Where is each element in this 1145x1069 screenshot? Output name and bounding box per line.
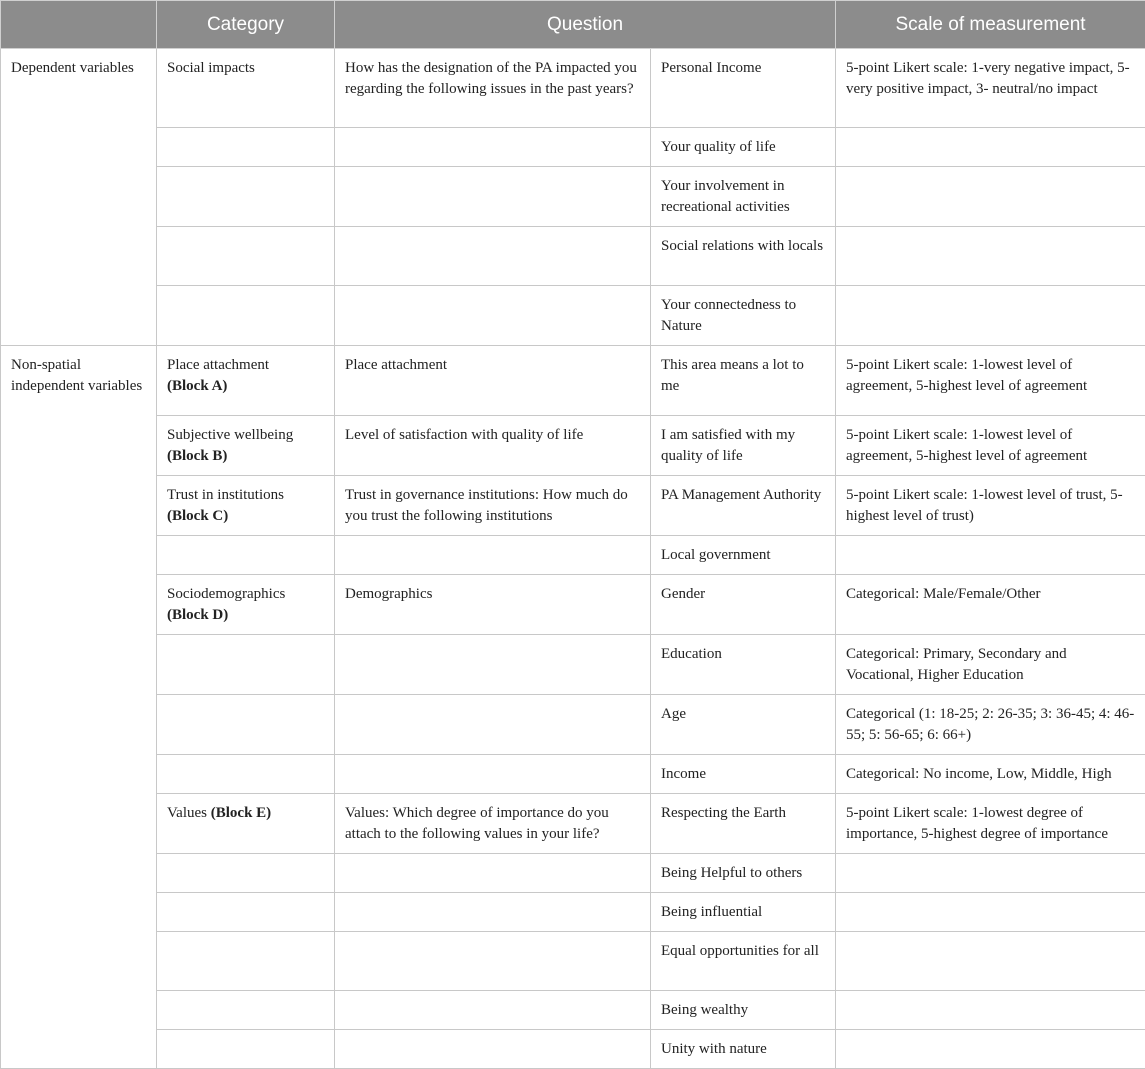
question-cell xyxy=(335,854,651,893)
category-name: Social impacts xyxy=(167,60,255,76)
table-row xyxy=(1,128,1145,167)
scale-cell: Categorical: Male/Female/Other xyxy=(836,575,1145,635)
scale-cell xyxy=(836,932,1145,991)
scale-cell xyxy=(836,893,1145,932)
scale-cell xyxy=(836,854,1145,893)
item-cell: Equal opportunities for all xyxy=(651,932,836,991)
question-cell xyxy=(335,128,651,167)
table-row xyxy=(1,575,1145,635)
item-cell: Being influential xyxy=(651,893,836,932)
item-cell: Your connectedness to Nature xyxy=(651,286,836,346)
item-cell: Social relations with locals xyxy=(651,227,836,286)
item-cell: Being Helpful to others xyxy=(651,854,836,893)
question-cell: Values: Which degree of importance do you attach to the following values in your life? xyxy=(335,794,651,854)
scale-cell: 5-point Likert scale: 1-very negative impact, 5- very positive impact, 3- neutral/no impact xyxy=(836,49,1145,128)
item-cell: Being wealthy xyxy=(651,991,836,1030)
question-cell xyxy=(335,932,651,991)
table-row xyxy=(1,536,1145,575)
item-cell: Personal Income xyxy=(651,49,836,128)
table-row xyxy=(1,1030,1145,1069)
item-cell: Income xyxy=(651,755,836,794)
scale-cell: 5-point Likert scale: 1-lowest level of trust, 5-highest level of trust) xyxy=(836,476,1145,536)
question-cell xyxy=(335,536,651,575)
question-cell: Level of satisfaction with quality of life xyxy=(335,416,651,476)
category-cell xyxy=(157,346,335,416)
item-cell: Age xyxy=(651,695,836,755)
group-non-spatial: Non-spatial independent variables xyxy=(1,346,157,1069)
table-row xyxy=(1,794,1145,854)
scale-cell xyxy=(836,991,1145,1030)
scale-cell xyxy=(836,167,1145,227)
category-cell xyxy=(157,854,335,893)
scale-cell xyxy=(836,128,1145,167)
table-row xyxy=(1,854,1145,893)
item-cell: I am satisfied with my quality of life xyxy=(651,416,836,476)
item-cell: Education xyxy=(651,635,836,695)
category-cell xyxy=(157,416,335,476)
header-question: Question xyxy=(335,1,836,49)
block-label: (Block B) xyxy=(167,448,227,464)
question-cell: Place attachment xyxy=(335,346,651,416)
item-cell: Local government xyxy=(651,536,836,575)
item-cell: Unity with nature xyxy=(651,1030,836,1069)
question-cell xyxy=(335,991,651,1030)
scale-cell xyxy=(836,227,1145,286)
question-cell: Trust in governance institutions: How much do you trust the following institutions xyxy=(335,476,651,536)
category-cell xyxy=(157,227,335,286)
table-row xyxy=(1,755,1145,794)
question-cell xyxy=(335,755,651,794)
table-row xyxy=(1,346,1145,416)
block-label: (Block D) xyxy=(167,607,228,623)
table-row xyxy=(1,416,1145,476)
scale-cell: Categorical (1: 18-25; 2: 26-35; 3: 36-45; 4: 46-55; 5: 56-65; 6: 66+) xyxy=(836,695,1145,755)
category-cell xyxy=(157,893,335,932)
scale-cell: 5-point Likert scale: 1-lowest degree of importance, 5-highest degree of importance xyxy=(836,794,1145,854)
category-name: Subjective wellbeing xyxy=(167,427,293,443)
table-row xyxy=(1,635,1145,695)
scale-cell xyxy=(836,286,1145,346)
question-cell: Demographics xyxy=(335,575,651,635)
item-cell: Your quality of life xyxy=(651,128,836,167)
category-cell xyxy=(157,476,335,536)
scale-cell xyxy=(836,1030,1145,1069)
question-cell xyxy=(335,286,651,346)
table-row xyxy=(1,476,1145,536)
category-name: Sociodemographics xyxy=(167,586,285,602)
category-name: Trust in institutions xyxy=(167,487,284,503)
category-cell xyxy=(157,49,335,128)
category-cell xyxy=(157,695,335,755)
question-cell xyxy=(335,1030,651,1069)
block-label: (Block E) xyxy=(211,805,271,821)
category-cell xyxy=(157,991,335,1030)
header-scale: Scale of measurement xyxy=(836,1,1145,49)
item-cell: Respecting the Earth xyxy=(651,794,836,854)
scale-cell: 5-point Likert scale: 1-lowest level of agreement, 5-highest level of agreement xyxy=(836,416,1145,476)
category-cell xyxy=(157,286,335,346)
category-name: Values xyxy=(167,805,207,821)
block-label: (Block C) xyxy=(167,508,228,524)
category-name: Place attachment xyxy=(167,357,269,373)
table-row xyxy=(1,49,1145,128)
category-cell xyxy=(157,536,335,575)
table-row xyxy=(1,893,1145,932)
table-row xyxy=(1,286,1145,346)
question-cell xyxy=(335,635,651,695)
scale-cell: 5-point Likert scale: 1-lowest level of agreement, 5-highest level of agreement xyxy=(836,346,1145,416)
category-cell xyxy=(157,755,335,794)
group-dependent: Dependent variables xyxy=(1,49,157,346)
scale-cell xyxy=(836,536,1145,575)
question-cell: How has the designation of the PA impacted you regarding the following issues in the past years? xyxy=(335,49,651,128)
item-cell: Your involvement in recreational activities xyxy=(651,167,836,227)
category-cell xyxy=(157,128,335,167)
item-cell: Gender xyxy=(651,575,836,635)
question-cell xyxy=(335,227,651,286)
table-row xyxy=(1,227,1145,286)
question-cell xyxy=(335,167,651,227)
category-cell xyxy=(157,1030,335,1069)
category-cell xyxy=(157,932,335,991)
scale-cell: Categorical: Primary, Secondary and Vocational, Higher Education xyxy=(836,635,1145,695)
header-category: Category xyxy=(157,1,335,49)
question-cell xyxy=(335,695,651,755)
category-cell xyxy=(157,635,335,695)
category-cell xyxy=(157,794,335,854)
table-row xyxy=(1,932,1145,991)
scale-cell: Categorical: No income, Low, Middle, High xyxy=(836,755,1145,794)
table-row xyxy=(1,167,1145,227)
table-row xyxy=(1,991,1145,1030)
question-cell xyxy=(335,893,651,932)
table-row xyxy=(1,695,1145,755)
item-cell: This area means a lot to me xyxy=(651,346,836,416)
header-row xyxy=(1,1,1145,49)
block-label: (Block A) xyxy=(167,378,227,394)
item-cell: PA Management Authority xyxy=(651,476,836,536)
header-group xyxy=(1,1,157,49)
category-cell xyxy=(157,167,335,227)
category-cell xyxy=(157,575,335,635)
